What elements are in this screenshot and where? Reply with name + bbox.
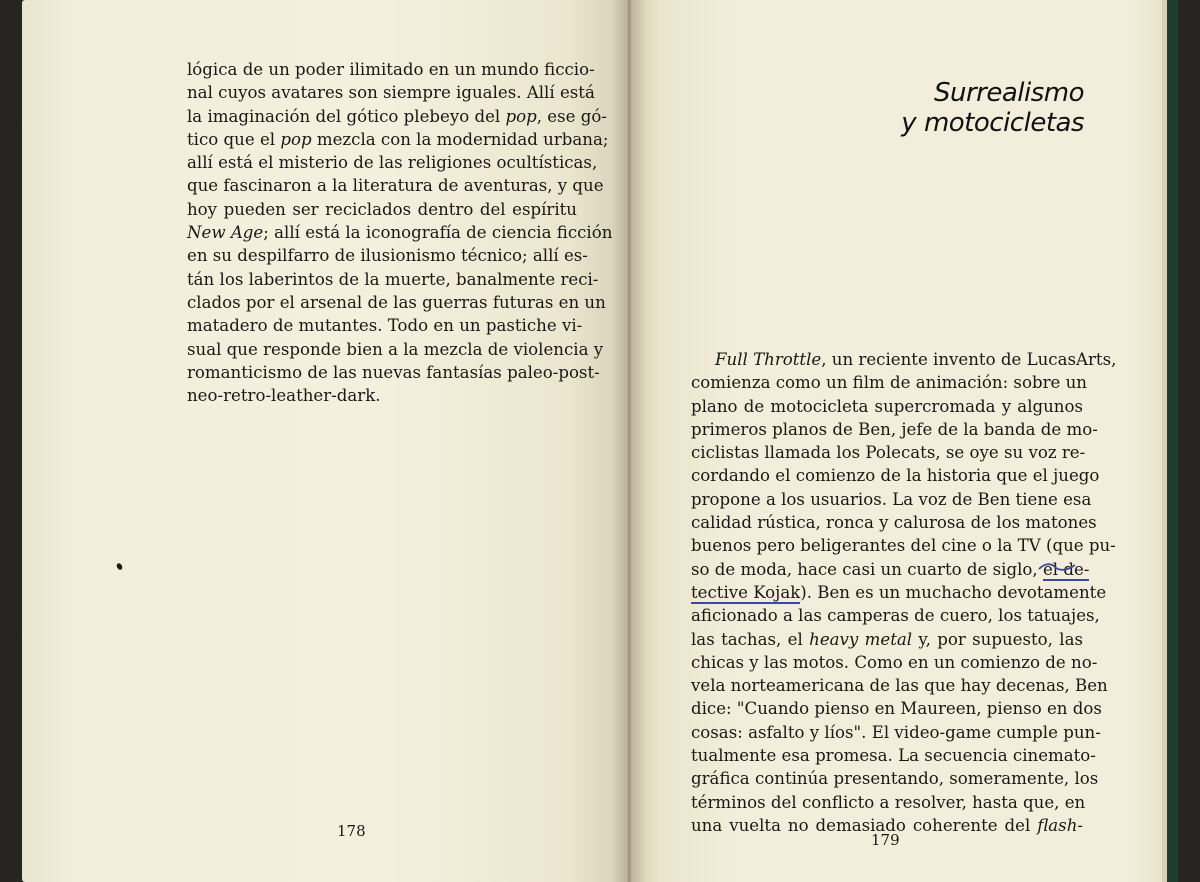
italic-term: flash- <box>1037 815 1083 835</box>
body-line: Full Throttle, un reciente invento de LucasArts, <box>715 350 1117 369</box>
body-line: gráfica continúa presentando, someramente, los <box>691 769 1099 789</box>
body-line: la imaginación del gótico plebeyo del pop, ese gó- <box>187 106 607 126</box>
body-line: clados por el arsenal de las guerras futuras en un <box>187 292 606 312</box>
italic-term: pop <box>505 106 537 126</box>
body-line: comienza como un film de animación: sobre un <box>691 373 1087 393</box>
body-line: so de moda, hace casi un cuarto de siglo, el de- <box>691 559 1090 579</box>
body-line: sual que responde bien a la mezcla de violencia y <box>187 339 604 359</box>
book-cover-edge <box>1166 0 1178 882</box>
italic-term: New Age <box>187 223 264 243</box>
body-line: propone a los usuarios. La voz de Ben tiene esa <box>691 489 1092 509</box>
body-line: primeros planos de Ben, jefe de la banda de mo- <box>691 419 1098 439</box>
page-number-right: 179 <box>871 831 900 849</box>
body-line: allí está el misterio de las religiones ocultísticas, <box>187 153 598 173</box>
body-line: calidad rústica, ronca y calurosa de los matones <box>691 513 1097 533</box>
pen-mark <box>1037 561 1077 573</box>
body-line: que fascinaron a la literatura de aventuras, y que <box>187 176 604 196</box>
body-line: tualmente esa promesa. La secuencia cinemato- <box>691 746 1096 766</box>
body-line: matadero de mutantes. Todo en un pastiche vi- <box>187 316 583 336</box>
body-line: chicas y las motos. Como en un comienzo de no- <box>691 652 1098 672</box>
body-line: las tachas, el heavy metal y, por supuesto, las <box>691 629 1083 649</box>
body-line: tán los laberintos de la muerte, banalmente reci- <box>187 269 599 289</box>
left-body-text <box>187 58 613 407</box>
body-line: cosas: asfalto y líos". El video-game cumple pun- <box>691 722 1101 742</box>
italic-term: heavy metal <box>809 629 913 649</box>
italic-term: Full Throttle <box>715 350 822 369</box>
chapter-title <box>901 78 1084 138</box>
body-line: vela norteamericana de las que hay decenas, Ben <box>691 676 1108 696</box>
body-line: romanticismo de las nuevas fantasías paleo-post- <box>187 362 600 382</box>
body-line: tico que el pop mezcla con la modernidad urbana; <box>187 129 609 149</box>
pen-underline: tective Kojak <box>691 582 801 602</box>
body-line: ciclistas llamada los Polecats, se oye su voz re- <box>691 443 1086 463</box>
page-number-left: 178 <box>337 822 366 840</box>
body-line: buenos pero beligerantes del cine o la TV (que pu- <box>691 536 1116 556</box>
body-line: tective Kojak). Ben es un muchacho devotamente <box>691 582 1107 602</box>
chapter-title-line-1: Surrealismo <box>933 78 1084 108</box>
pen-underline: el de- <box>1042 559 1090 579</box>
body-line: hoy pueden ser reciclados dentro del espíritu <box>187 199 577 219</box>
body-line: lógica de un poder ilimitado en un mundo ficcio- <box>187 60 595 79</box>
chapter-title-line-2: y motocicletas <box>901 108 1084 138</box>
page-stack-edge <box>1162 0 1167 882</box>
body-line: términos del conflicto a resolver, hasta que, en <box>691 792 1086 812</box>
body-line: una vuelta no demasiado coherente del flash- <box>691 815 1083 835</box>
body-line: neo-retro-leather-dark. <box>187 386 381 406</box>
body-line: cordando el comienzo de la historia que el juego <box>691 466 1100 486</box>
right-body-text <box>691 348 1117 837</box>
body-line: en su despilfarro de ilusionismo técnico; allí es- <box>187 246 588 266</box>
body-line: aficionado a las camperas de cuero, los tatuajes, <box>691 606 1100 626</box>
body-line: dice: "Cuando pienso en Maureen, pienso en dos <box>691 699 1102 719</box>
body-line: plano de motocicleta supercromada y algunos <box>691 396 1083 416</box>
body-line: New Age; allí está la iconografía de ciencia ficción <box>187 223 613 243</box>
italic-term: pop <box>280 129 312 149</box>
body-line: nal cuyos avatares son siempre iguales. Allí está <box>187 83 595 103</box>
